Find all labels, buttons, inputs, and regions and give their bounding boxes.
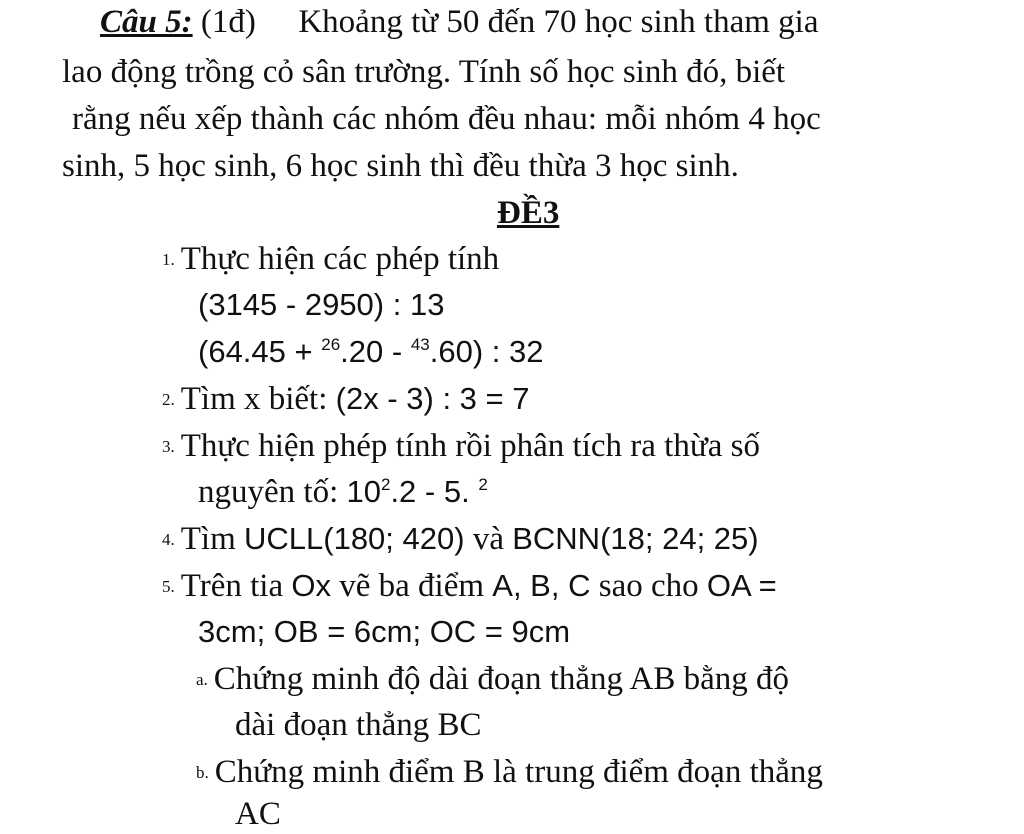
item-4-expression-1: UCLL(180; 420) [244,521,465,556]
item-1-expression-2 [198,332,543,372]
item-5a [196,659,789,700]
item-5a-text-2: dài đoạn thẳng BC [235,707,482,743]
item-5-ox: Ox [291,568,331,603]
item-3 [162,426,760,467]
item-5-text-c: sao cho [590,568,707,604]
item-5b-letter: b. [196,763,209,782]
item-2-text: Tìm x biết: [180,381,336,417]
item-5b-text: Chứng minh điểm B là trung điểm đoạn thẳng [214,754,823,790]
item-4-expression-2: BCNN(18; 24; 25) [512,521,759,556]
item-5b-text-2: AC [235,796,281,832]
problem-5-line-1 [100,2,818,42]
expr-2-part-a: (64.45 + [198,334,322,369]
item-4-number: 4. [162,530,175,549]
item-3-text: Thực hiện phép tính rồi phân tích ra thừa số [180,428,760,464]
item-3-expr-b: .2 - 5. [390,474,479,509]
item-4-text-a: Tìm [180,521,244,557]
item-5-number: 5. [162,577,175,596]
item-3-number: 3. [162,437,175,456]
item-1 [162,239,499,280]
item-5-text-a: Trên tia [180,568,292,604]
item-2 [162,379,529,420]
expr-2-part-c: .60) : 32 [429,334,544,369]
item-4-text-b: và [464,521,513,557]
item-1-expression-1: (3145 - 2950) : 13 [198,287,445,322]
problem-5-text-2: lao động trồng cỏ sân trường. Tính số học sinh đó, biết [62,54,786,90]
item-3-expr-a: 10 [346,474,381,509]
item-3-exponent-2: 2 [478,475,488,494]
expr-2-part-b: .20 - [340,334,411,369]
item-5-line-2: 3cm; OB = 6cm; OC = 9cm [198,614,571,649]
exam-heading: ĐỀ3 [497,195,560,231]
item-5 [162,566,777,607]
item-5b [196,752,823,793]
item-5-points: A, B, C [492,568,591,603]
problem-5-text-1: Khoảng từ 50 đến 70 học sinh tham gia [298,4,819,40]
item-5-oa: OA = [706,568,777,603]
item-3-exponent-1: 2 [380,475,391,494]
item-2-number: 2. [162,390,175,409]
problem-5-label: Câu 5: [100,4,193,40]
item-3-line-2 [198,472,488,512]
item-1-text: Thực hiện các phép tính [180,241,500,277]
item-5a-letter: a. [196,670,208,689]
item-5-text-b: vẽ ba điểm [331,568,493,604]
item-5a-text: Chứng minh độ dài đoạn thẳng AB bằng độ [213,661,789,697]
item-3-text-2: nguyên tố: [198,474,347,510]
problem-5-text-4: sinh, 5 học sinh, 6 học sinh thì đều thừa 3 học sinh. [62,148,739,184]
item-2-expression: (2x - 3) : 3 = 7 [335,381,530,416]
item-1-number: 1. [162,250,175,269]
expr-2-exponent-2: 43 [410,335,430,354]
problem-5-points: (1đ) [200,4,256,40]
problem-5-text-3: rằng nếu xếp thành các nhóm đều nhau: mỗi nhóm 4 học [72,101,821,137]
expr-2-exponent-1: 26 [321,335,341,354]
item-4 [162,519,759,560]
